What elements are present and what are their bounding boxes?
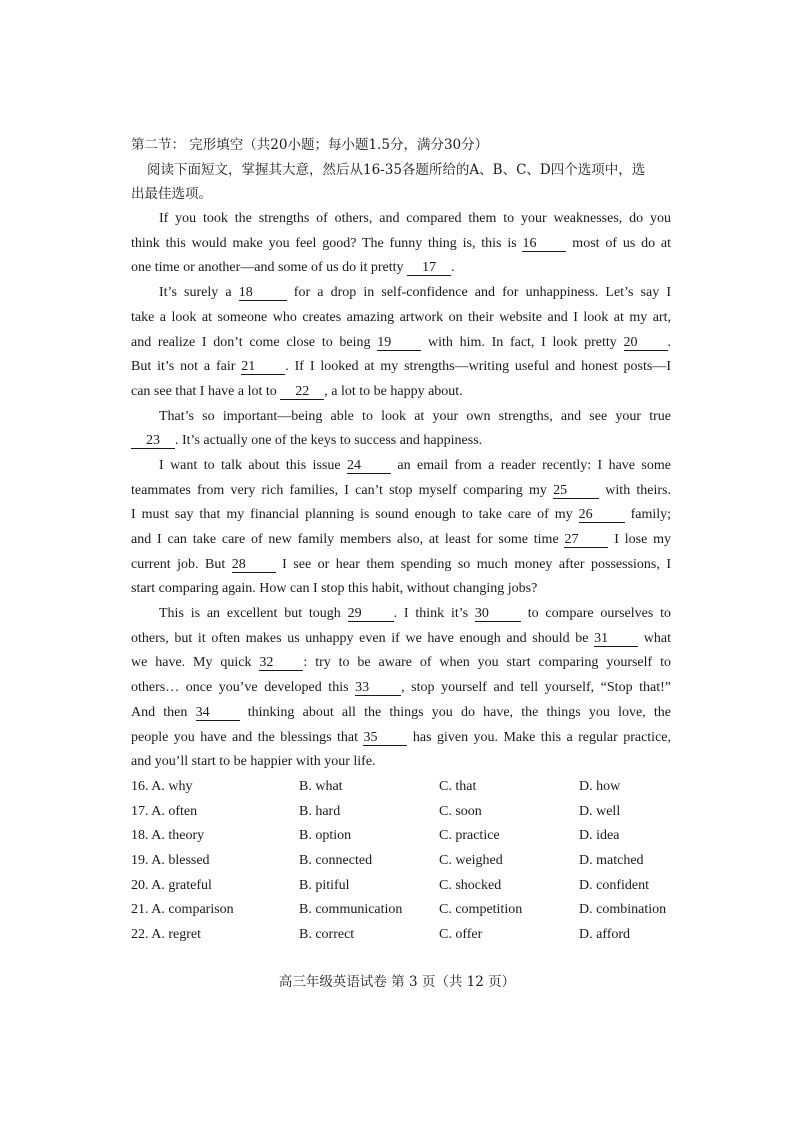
option-choice: B. option <box>299 828 352 844</box>
section-heading: 第二节： 完形填空（共20小题；每小题1.5分，满分30分） <box>131 137 489 153</box>
passage-text: I see or hear them spending so much money after possessions, I <box>275 556 672 572</box>
option-choice: C. soon <box>439 803 482 819</box>
option-choice: D. afford <box>579 927 631 942</box>
option-row <box>131 898 671 923</box>
passage-text: . <box>451 260 455 276</box>
blank-23: 23 <box>131 433 175 449</box>
passage-text: an email from a reader recently: I have some <box>390 457 671 473</box>
option-choice: 21. A. comparison <box>131 902 234 918</box>
option-choice: D. how <box>579 778 621 794</box>
passage-text: take a look at someone who creates amazing artwork on their website and I look at my art, <box>131 309 671 325</box>
passage-line <box>131 405 671 430</box>
passage-text: I lose my <box>608 532 671 547</box>
passage-text: teammates from very rich families, I can’t stop myself comparing my <box>131 482 554 498</box>
passage-text: current job. But <box>131 556 232 572</box>
passage-text: If you took the strengths of others, and compared them to your weaknesses, do you <box>159 211 671 227</box>
passage-text: I want to talk about this issue <box>159 457 347 473</box>
option-row <box>131 849 671 874</box>
passage-text: and I can take care of new family members also, at least for some time <box>131 532 565 547</box>
blank-30: 30 <box>475 606 521 622</box>
option-row <box>131 775 671 800</box>
option-choice: 17. A. often <box>131 803 198 819</box>
blank-17: 17 <box>407 260 451 276</box>
option-choice: C. offer <box>439 927 483 942</box>
blank-16: 16 <box>522 236 566 252</box>
option-row <box>131 923 671 948</box>
passage-text: , a lot to be happy about. <box>324 383 463 399</box>
passage-line <box>131 627 671 652</box>
blank-22: 22 <box>280 384 324 400</box>
passage-text: and you’ll start to be happier with your life. <box>131 754 376 770</box>
passage-line <box>131 651 671 676</box>
blank-24: 24 <box>347 458 391 474</box>
passage-line <box>131 281 671 306</box>
instruction-line: 出最佳选项。 <box>131 186 212 203</box>
instruction-line: 阅读下面短文，掌握其大意，然后从16-35各题所给的A、B、C、D四个选项中，选 <box>147 161 646 178</box>
option-choice: C. that <box>439 778 477 794</box>
passage-line <box>131 676 671 701</box>
passage-text: think this would make you feel good? The funny thing is, this is <box>131 235 523 251</box>
passage-text: others… once you’ve developed this <box>131 680 356 696</box>
blank-34: 34 <box>196 705 240 721</box>
passage-line <box>131 479 671 504</box>
passage-text: This is an excellent but tough <box>159 606 348 622</box>
passage-text: But it’s not a fair <box>131 359 242 375</box>
passage-text: It’s surely a <box>159 285 239 301</box>
passage-text: can see that I have a lot to <box>131 383 281 399</box>
passage-line <box>131 380 671 405</box>
option-choice: C. weighed <box>439 852 503 868</box>
option-choice: 18. A. theory <box>131 828 205 844</box>
passage-text: . <box>667 334 671 350</box>
passage-line <box>131 553 671 578</box>
passage-line <box>131 750 671 775</box>
page-footer: 高三年级英语试卷 第 3 页（共 12 页） <box>278 974 516 990</box>
passage-line <box>131 331 671 356</box>
options-table <box>131 775 671 948</box>
option-choice: B. correct <box>299 927 355 942</box>
option-choice: B. hard <box>299 803 341 819</box>
passage-text: to compare ourselves to <box>520 606 671 622</box>
passage-line <box>131 207 671 232</box>
option-choice: D. idea <box>579 828 620 844</box>
option-choice: 16. A. why <box>131 778 193 794</box>
passage-line <box>131 726 671 751</box>
option-choice: C. shocked <box>439 877 502 893</box>
blank-32: 32 <box>259 655 303 671</box>
blank-21: 21 <box>241 359 285 375</box>
passage-line <box>131 306 671 331</box>
blank-26: 26 <box>579 507 625 523</box>
blank-27: 27 <box>564 532 608 548</box>
passage-line <box>131 701 671 726</box>
blank-19: 19 <box>377 335 421 351</box>
passage-line <box>131 503 671 528</box>
option-choice: B. communication <box>299 902 403 918</box>
passage-line <box>131 528 671 553</box>
option-choice: D. matched <box>579 852 644 868</box>
passage-line <box>131 256 671 281</box>
passage-text: And then <box>131 704 196 720</box>
passage-text: That’s so important—being able to look at your own strengths, and see your true <box>159 408 671 424</box>
passage-text: what <box>638 630 671 646</box>
option-choice: C. practice <box>439 828 500 844</box>
passage-text: thinking about all the things you do have, the things you love, the <box>239 704 671 720</box>
option-choice: 20. A. grateful <box>131 877 212 893</box>
blank-25: 25 <box>553 483 599 499</box>
blank-31: 31 <box>594 631 638 647</box>
option-choice: 19. A. blessed <box>131 852 210 868</box>
passage-text: . If I looked at my strengths—writing useful and honest posts—I <box>285 359 671 375</box>
option-choice: D. well <box>579 803 621 819</box>
option-row <box>131 874 671 899</box>
passage-text: for a drop in self-confidence and for unhappiness. Let’s say I <box>286 285 671 301</box>
option-choice: 22. A. regret <box>131 927 201 942</box>
blank-28: 28 <box>232 557 276 573</box>
exam-content <box>131 133 671 948</box>
option-choice: D. combination <box>579 902 667 918</box>
blank-20: 20 <box>624 335 668 351</box>
blank-18: 18 <box>239 285 287 301</box>
passage-text: , stop yourself and tell yourself, “Stop that!” <box>401 680 672 696</box>
blank-35: 35 <box>363 730 407 746</box>
passage-line <box>131 577 671 602</box>
passage-text: people you have and the blessings that <box>131 729 364 745</box>
passage-text: we have. My quick <box>131 655 260 671</box>
passage-text: has given you. Make this a regular practice, <box>407 729 671 745</box>
passage-text: most of us do at <box>566 235 672 251</box>
passage-text: I must say that my financial planning is sound enough to take care of my <box>131 507 579 523</box>
passage-text: start comparing again. How can I stop this habit, without changing jobs? <box>131 581 538 597</box>
passage-text: others, but it often makes us unhappy even if we have enough and should be <box>131 630 595 646</box>
passage-line <box>131 602 671 627</box>
option-row <box>131 800 671 825</box>
option-choice: C. competition <box>439 902 523 918</box>
option-choice: B. pitiful <box>299 877 350 893</box>
option-choice: B. what <box>299 778 343 794</box>
passage-text: and realize I don’t come close to being <box>131 334 378 350</box>
option-row <box>131 824 671 849</box>
passage-line <box>131 454 671 479</box>
option-choice: D. confident <box>579 877 649 893</box>
passage-text: . I think it’s <box>393 606 475 622</box>
passage-line <box>131 232 671 257</box>
option-choice: B. connected <box>299 852 373 868</box>
instructions <box>131 158 671 207</box>
passage-text: one time or another—and some of us do it pretty <box>131 260 408 276</box>
passage-line <box>131 429 671 454</box>
passage-text: . It’s actually one of the keys to success and happiness. <box>175 433 483 449</box>
blank-29: 29 <box>348 606 394 622</box>
passage-text: : try to be aware of when you start comparing yourself to <box>303 655 671 671</box>
passage-text: with theirs. <box>599 482 672 498</box>
cloze-passage <box>131 207 671 775</box>
blank-33: 33 <box>355 680 401 696</box>
passage-line <box>131 355 671 380</box>
passage-text: with him. In fact, I look pretty <box>421 334 624 350</box>
passage-text: family; <box>624 507 672 523</box>
